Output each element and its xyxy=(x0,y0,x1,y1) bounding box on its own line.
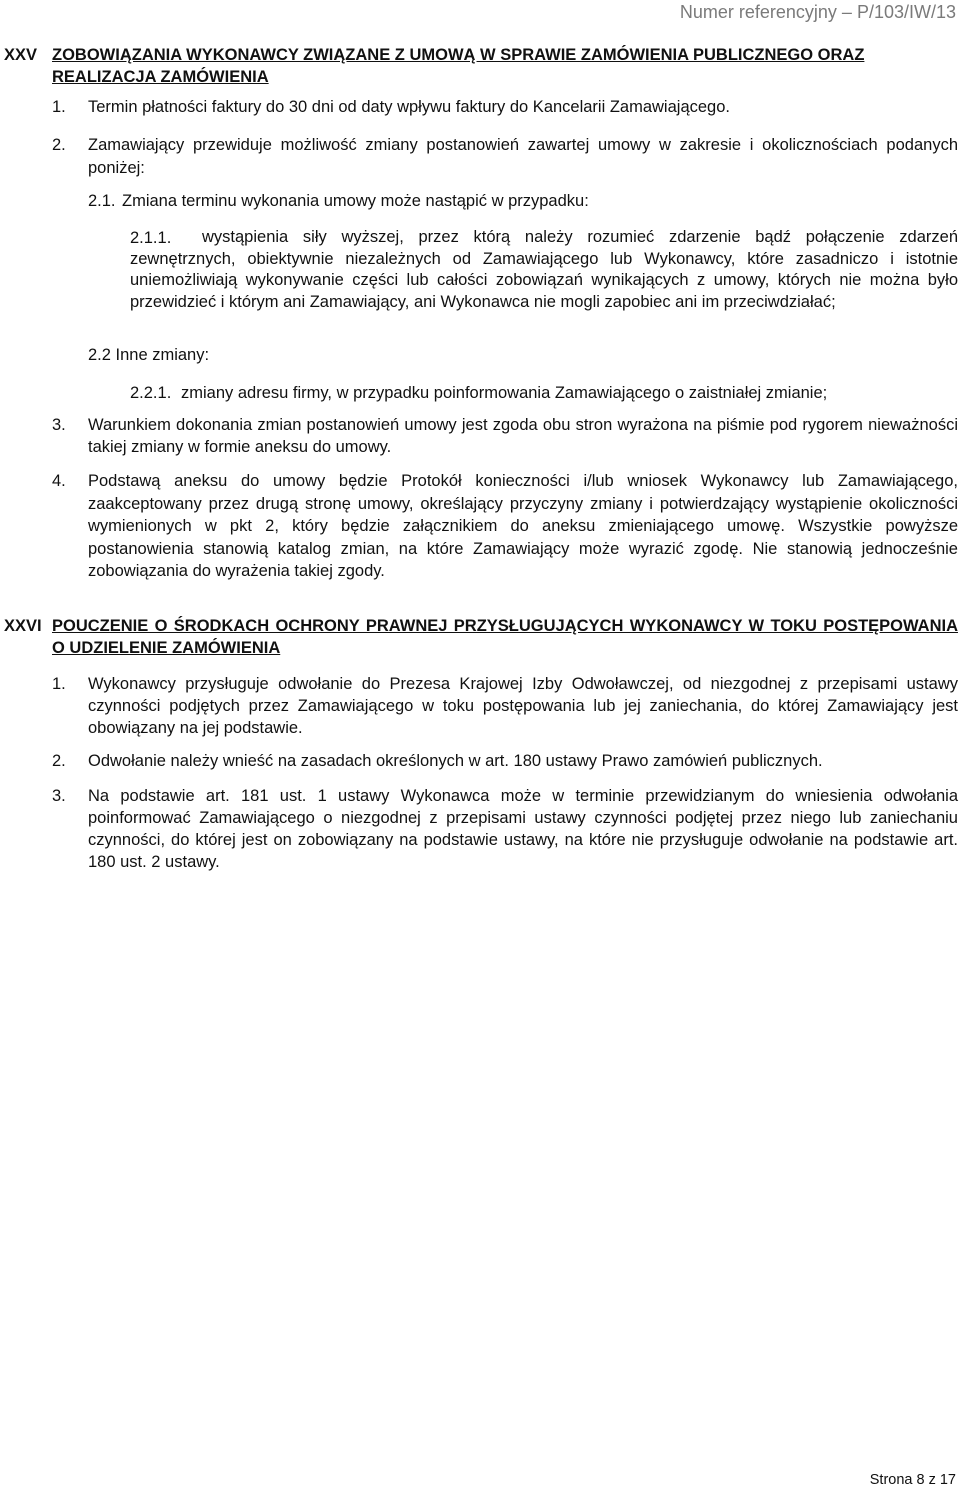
item-number: 4. xyxy=(52,472,66,490)
appeal-right-text: Wykonawcy przysługuje odwołanie do Prezesa Krajowej Izby Odwoławczej, od niezgodnej z przepisami ustawy czynności podjętych przez Zamawiającego w toku postępowania lub jej zaniechania, do której Zamawiający jest obowiązany na jej podstawie. xyxy=(88,675,958,737)
item-number: 2. xyxy=(52,136,66,154)
deadline-change-text: Zmiana terminu wykonania umowy może nastąpić w przypadku: xyxy=(122,192,589,210)
item-number: 2. xyxy=(52,752,66,770)
section-25-number: XXV xyxy=(4,46,38,64)
contract-changes-text: Zamawiający przewiduje możliwość zmiany postanowień zawartej umowy w zakresie i okolicznościach podanych poniżej: xyxy=(88,136,958,177)
reference-number: Numer referencyjny – P/103/IW/13 xyxy=(679,2,956,22)
section-26-number: XXVI xyxy=(4,617,42,635)
amendment-condition-text: Warunkiem dokonania zmian postanowień umowy jest zgoda obu stron wyrażona na piśmie pod rygorem nieważności takiej zmiany w formie aneksu do umowy. xyxy=(88,416,958,456)
section-26-title: POUCZENIE O ŚRODKACH OCHRONY PRAWNEJ PRZYSŁUGUJĄCYCH WYKONAWCY W TOKU POSTĘPOWANIA O UDZIELENIE ZAMÓWIENIA xyxy=(52,617,958,657)
address-change-text: zmiany adresu firmy, w przypadku poinformowania Zamawiającego o zaistniałej zmianie; xyxy=(181,384,828,402)
item-number: 1. xyxy=(52,98,66,116)
payment-term-text: Termin płatności faktury do 30 dni od daty wpływu faktury do Kancelarii Zamawiającego. xyxy=(88,98,730,116)
item-number: 3. xyxy=(52,787,66,805)
subitem-number: 2.2.1. xyxy=(130,384,172,402)
item-number: 3. xyxy=(52,416,66,434)
other-changes-heading: 2.2 Inne zmiany: xyxy=(88,346,210,364)
subitem-number: 2.1. xyxy=(88,192,116,210)
amendment-basis-text: Podstawą aneksu do umowy będzie Protokół konieczności i/lub wniosek Wykonawcy lub Zamawiającego, zaakceptowany przez drugą stronę umowy, określający przyczyny zmiany i potwierdzający wystąpienie okoliczności wymienionych w pkt 2, który będzie załącznikiem do aneksu zmieniającego umowę. Wszystkie powyższe postanowienia stanowią katalog zmian, na które Zamawiający może wyrazić zgodę. Nie stanowią jednocześnie zobowiązania do wyrażenia takiej zgody. xyxy=(88,472,958,581)
force-majeure-text: wystąpienia siły wyższej, przez którą należy rozumieć zdarzenie bądź połączenie zdarzeń zewnętrznych, obiektywnie niezależnych od Zamawiającego lub Wykonawcy, które zasadniczo i istotnie uniemożliwiają wykonywanie części lub całości zobowiązań wynikających z umowy, których nie można było przewidzieć i którym ani Zamawiający, ani Wykonawca nie mogli zapobiec ani im przeciwdziałać; xyxy=(130,228,958,311)
page-number: Strona 8 z 17 xyxy=(869,1472,956,1488)
section-25-title: ZOBOWIĄZANIA WYKONAWCY ZWIĄZANE Z UMOWĄ W SPRAWIE ZAMÓWIENIA PUBLICZNEGO ORAZ REALIZACJA ZAMÓWIENIA xyxy=(52,46,865,86)
notification-text: Na podstawie art. 181 ust. 1 ustawy Wykonawca może w terminie przewidzianym do wniesienia odwołania poinformować Zamawiającego o niezgodnej z przepisami ustawy czynności podjętej przez niego lub zaniechaniu czynności, do której jest on zobowiązany na podstawie ustawy, na które nie przysługuje odwołanie na podstawie art. 180 ust. 2 ustawy. xyxy=(88,787,958,871)
appeal-rules-text: Odwołanie należy wnieść na zasadach określonych w art. 180 ustawy Prawo zamówień publicznych. xyxy=(88,752,823,770)
item-number: 1. xyxy=(52,675,66,693)
subitem-number: 2.1.1. xyxy=(130,229,172,247)
